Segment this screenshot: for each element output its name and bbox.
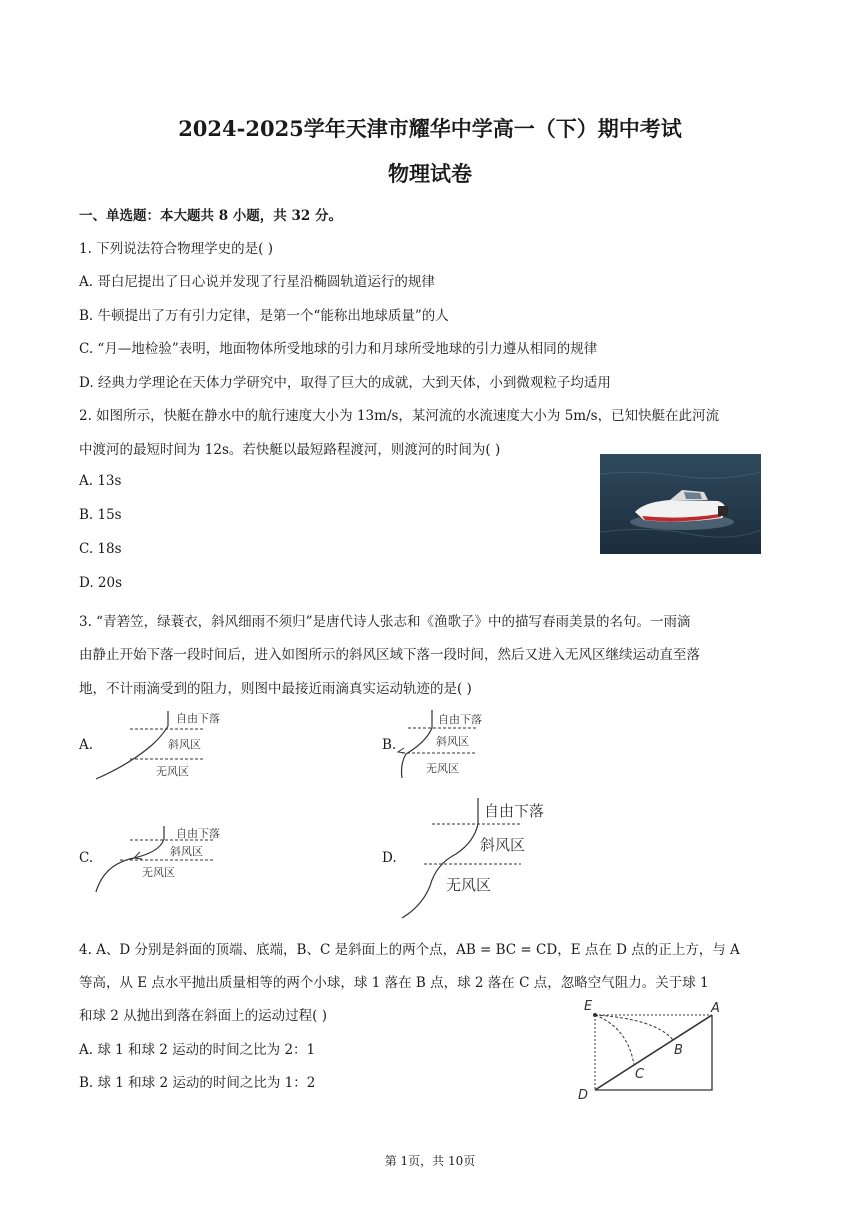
q3d-free-fall-label: 自由下落: [484, 802, 545, 820]
q2-option-d: D. 20s: [79, 575, 123, 591]
q2-option-a: A. 13s: [79, 473, 122, 489]
q3a-no-wind-label: 无风区: [156, 765, 189, 778]
exam-subtitle: 物理试卷: [388, 161, 472, 186]
q1-option-c: C. “月—地检验”表明，地面物体所受地球的引力和月球所受地球的引力遵从相同的规律: [79, 341, 598, 357]
q3-figure-b: [396, 706, 506, 784]
q4-stem-line2: 等高，从 E 点水平抛出质量相等的两个小球，球 1 落在 B 点，球 2 落在 C 点，忽略空气阻力。关于球 1: [79, 975, 709, 991]
q3-option-b-label: B.: [382, 737, 397, 753]
q4-point-e-label: E: [584, 999, 593, 1014]
q4-option-a: A. 球 1 和球 2 运动的时间之比为 2：1: [79, 1042, 316, 1058]
q4-incline-figure: [576, 994, 726, 1104]
q3a-free-fall-label: 自由下落: [176, 712, 220, 725]
q3-stem-line1: 3. “青箬笠，绿蓑衣，斜风细雨不须归”是唐代诗人张志和《渔歌子》中的描写春雨美景的名句。一雨滴: [79, 614, 691, 630]
q4-point-c-label: C: [635, 1067, 645, 1082]
q4-point-d-label: D: [578, 1088, 589, 1103]
exam-title: 2024-2025学年天津市耀华中学高一（下）期中考试: [178, 116, 682, 141]
q3-option-d-label: D.: [382, 850, 397, 866]
q3c-no-wind-label: 无风区: [142, 866, 175, 879]
q3b-free-fall-label: 自由下落: [438, 713, 482, 726]
section-heading: 一、单选题：本大题共 8 小题，共 32 分。: [79, 208, 342, 224]
q3-figure-c: [90, 822, 250, 897]
q3d-slant-wind-label: 斜风区: [480, 836, 526, 854]
q2-option-c: C. 18s: [79, 541, 122, 557]
q4-stem-line1: 4. A、D 分别是斜面的顶端、底端，B、C 是斜面上的两个点，AB = BC = CD，E 点在 D 点的正上方，与 A: [79, 942, 740, 958]
q3b-slant-wind-label: 斜风区: [436, 735, 469, 748]
q3c-slant-wind-label: 斜风区: [170, 845, 203, 858]
q3a-slant-wind-label: 斜风区: [168, 738, 201, 751]
q1-stem: 1. 下列说法符合物理学史的是( ): [79, 241, 273, 257]
q3-option-a-label: A.: [79, 737, 94, 753]
q4-point-b-label: B: [674, 1043, 683, 1058]
q1-option-b: B. 牛顿提出了万有引力定律，是第一个“能称出地球质量”的人: [79, 308, 449, 324]
q3c-free-fall-label: 自由下落: [176, 827, 220, 840]
q3-figure-a: [90, 708, 250, 783]
q2-stem-line1: 2. 如图所示，快艇在静水中的航行速度大小为 13m/s，某河流的水流速度大小为 5m/s，已知快艇在此河流: [79, 408, 720, 424]
q1-option-d: D. 经典力学理论在天体力学研究中，取得了巨大的成就，大到天体，小到微观粒子均适用: [79, 375, 611, 391]
q4-option-b: B. 球 1 和球 2 运动的时间之比为 1：2: [79, 1075, 316, 1091]
q2-stem-line2: 中渡河的最短时间为 12s。若快艇以最短路程渡河，则渡河的时间为( ): [79, 442, 501, 458]
q3-option-c-label: C.: [79, 850, 94, 866]
speedboat-photo: [600, 454, 761, 554]
q2-option-b: B. 15s: [79, 507, 122, 523]
q3b-no-wind-label: 无风区: [426, 762, 459, 775]
q3d-no-wind-label: 无风区: [446, 876, 492, 894]
q4-stem-line3: 和球 2 从抛出到落在斜面上的运动过程( ): [79, 1008, 327, 1024]
q3-stem-line3: 地，不计雨滴受到的阻力，则图中最接近雨滴真实运动轨迹的是( ): [79, 681, 472, 697]
q3-stem-line2: 由静止开始下落一段时间后，进入如图所示的斜风区域下落一段时间，然后又进入无风区继续运动直至落: [79, 647, 700, 663]
page-footer: 第 1页，共 10页: [384, 1154, 476, 1168]
q1-option-a: A. 哥白尼提出了日心说并发现了行星沿椭圆轨道运行的规律: [79, 274, 435, 290]
q3-figure-d: [396, 794, 556, 920]
q4-point-a-label: A: [711, 1001, 720, 1016]
